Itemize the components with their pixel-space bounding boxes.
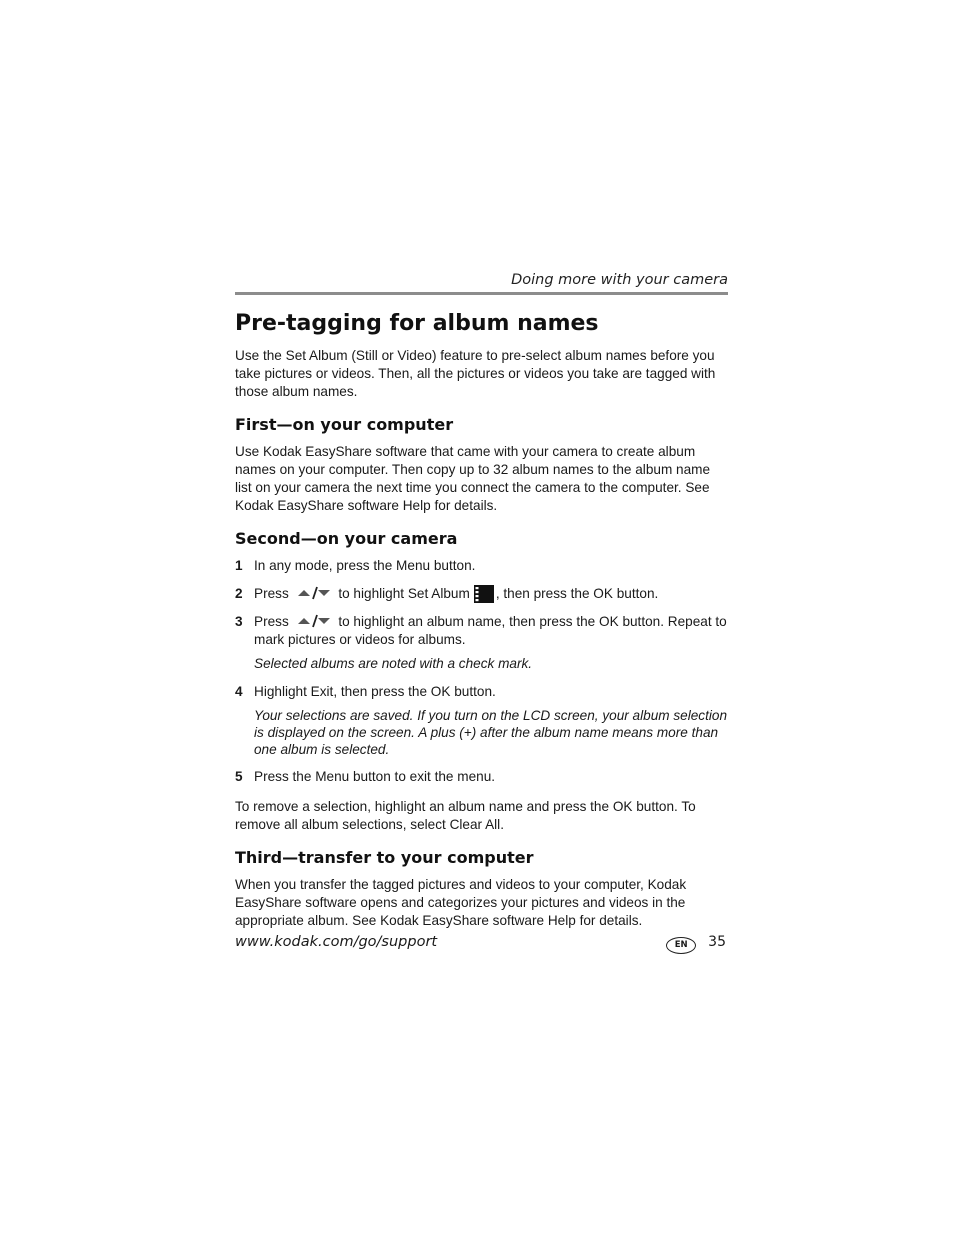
step-text-post: to highlight an album name, then press the OK button. Repeat to mark pictures or videos for albums. — [254, 614, 727, 647]
header-rule — [235, 292, 728, 295]
step-4 — [235, 683, 728, 701]
step-5 — [235, 768, 728, 786]
remove-selection-paragraph: To remove a selection, highlight an album name and press the OK button. To remove all album selections, select Clear All. — [235, 799, 696, 832]
page-title: Pre-tagging for album names — [235, 311, 599, 336]
section-heading-third: Third—transfer to your computer — [235, 848, 534, 867]
support-url: www.kodak.com/go/support — [235, 934, 438, 950]
step-1 — [235, 557, 728, 575]
intro-paragraph: Use the Set Album (Still or Video) feature to pre-select album names before you take pictures or videos. Then, all the pictures or videos you take are tagged with those album names. — [235, 348, 716, 399]
step-3 — [235, 613, 728, 649]
step-text-pre: Press — [254, 614, 289, 629]
step-number: 3 — [235, 614, 243, 629]
page-footer — [235, 931, 728, 955]
step-4-note: Your selections are saved. If you turn on the LCD screen, your album selection is displayed on the screen. A plus (+) after the album name means more than one album is selected. — [254, 708, 728, 757]
running-head: Doing more with your camera — [511, 272, 728, 288]
step-number: 5 — [235, 769, 243, 784]
up-down-arrow-icon — [297, 614, 331, 628]
steps-list — [235, 557, 728, 786]
step-text-post: , then press the OK button. — [495, 586, 659, 601]
step-text: Highlight Exit, then press the OK button. — [254, 684, 496, 699]
section-heading-second: Second—on your camera — [235, 529, 458, 548]
page-number: 35 — [708, 934, 726, 950]
step-2 — [235, 585, 728, 603]
section-first-body: Use Kodak EasyShare software that came with your camera to create album names on your computer. Then copy up to 32 album names to the album name list on your camera the next time you connect the camera to the computer. See Kodak EasyShare software Help for details. — [235, 444, 711, 513]
page-content — [235, 268, 728, 942]
section-third-body: When you transfer the tagged pictures and videos to your computer, Kodak EasyShare software opens and categorizes your pictures and videos in the appropriate album. See Kodak EasyShare software Help for details. — [235, 877, 687, 928]
step-3-note: Selected albums are noted with a check mark. — [254, 656, 533, 671]
set-album-icon — [474, 585, 494, 603]
step-text: In any mode, press the Menu button. — [254, 558, 476, 573]
section-heading-first: First—on your computer — [235, 415, 454, 434]
step-text-mid: to highlight Set Album — [338, 586, 470, 601]
step-text: Press the Menu button to exit the menu. — [254, 769, 496, 784]
step-text-pre: Press — [254, 586, 289, 601]
step-number: 4 — [235, 684, 243, 699]
step-number: 2 — [235, 586, 243, 601]
up-down-arrow-icon — [297, 586, 331, 600]
footer-right — [666, 931, 726, 953]
language-badge: EN — [666, 937, 696, 954]
step-number: 1 — [235, 558, 243, 573]
